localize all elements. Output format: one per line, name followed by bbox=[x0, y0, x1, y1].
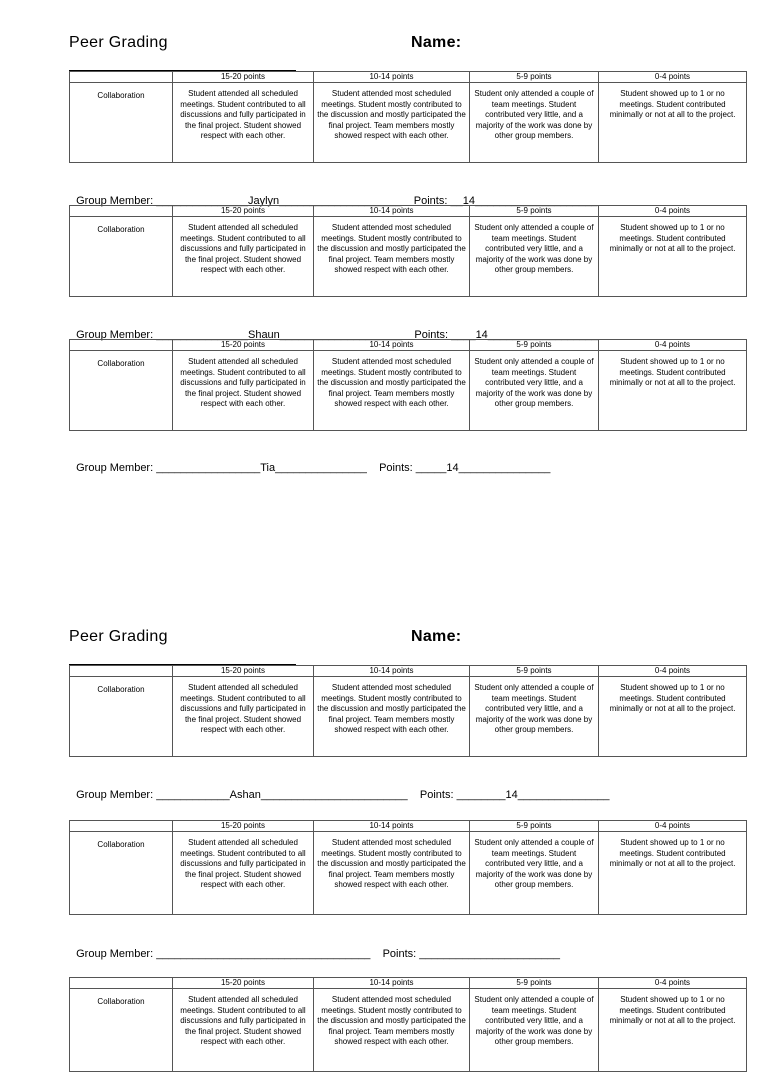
rubric-desc-5-9: Student only attended a couple of team meetings. Student contributed very little, and a majority of the work was done by other group members. bbox=[470, 989, 599, 1072]
rubric-header-15-20: 15-20 points bbox=[173, 72, 314, 83]
group-member-name: Shaun bbox=[247, 329, 280, 341]
rubric-header-row bbox=[70, 821, 747, 832]
rubric-table bbox=[69, 71, 747, 163]
blank-line: ________ bbox=[453, 789, 506, 801]
rubric-header-row bbox=[70, 340, 747, 351]
points-label: Points: bbox=[419, 789, 454, 801]
rubric-desc-0-4: Student showed up to 1 or no meetings. Student contributed minimally or not at all to the project. bbox=[599, 83, 747, 163]
rubric-header-10-14: 10-14 points bbox=[314, 340, 470, 351]
name-label: Name: bbox=[411, 34, 462, 51]
rubric-header-5-9: 5-9 points bbox=[470, 340, 599, 351]
rubric-desc-5-9: Student only attended a couple of team meetings. Student contributed very little, and a majority of the work was done by other group members. bbox=[470, 677, 599, 757]
rubric-desc-15-20: Student attended all scheduled meetings. Student contributed to all discussions and fully participated in the final project. Student showed respect with each other. bbox=[173, 351, 314, 431]
points-label: Points: bbox=[414, 329, 449, 341]
group-member-label: Group Member: bbox=[76, 948, 154, 960]
rubric-header-row bbox=[70, 666, 747, 677]
group-member-label: Group Member: bbox=[76, 195, 154, 207]
rubric-row bbox=[70, 832, 747, 915]
spacer bbox=[408, 789, 420, 801]
blank-line: __ bbox=[447, 195, 463, 207]
rubric-desc-15-20: Student attended all scheduled meetings. Student contributed to all discussions and fully participated in the final project. Student showed respect with each other. bbox=[173, 677, 314, 757]
points-value: 14 bbox=[505, 789, 518, 801]
rubric-criterion: Collaboration bbox=[70, 217, 173, 297]
group-member-name: Ashan bbox=[229, 789, 261, 801]
rubric-desc-5-9: Student only attended a couple of team meetings. Student contributed very little, and a majority of the work was done by other group members. bbox=[470, 351, 599, 431]
group-member-line[interactable] bbox=[70, 317, 598, 341]
blank-line: _________________ bbox=[153, 462, 261, 474]
rubric-desc-0-4: Student showed up to 1 or no meetings. Student contributed minimally or not at all to the project. bbox=[599, 677, 747, 757]
rubric-header-15-20: 15-20 points bbox=[173, 821, 314, 832]
rubric-header-15-20: 15-20 points bbox=[173, 978, 314, 989]
group-member-line[interactable] bbox=[70, 777, 610, 801]
blank-line: _______________ bbox=[517, 789, 610, 801]
rubric-header-empty bbox=[70, 978, 173, 989]
group-member-label: Group Member: bbox=[76, 789, 154, 801]
rubric-row bbox=[70, 83, 747, 163]
rubric-header-row bbox=[70, 206, 747, 217]
rubric-header-empty bbox=[70, 206, 173, 217]
rubric-desc-0-4: Student showed up to 1 or no meetings. Student contributed minimally or not at all to the project. bbox=[599, 989, 747, 1072]
rubric-header-10-14: 10-14 points bbox=[314, 206, 470, 217]
rubric-desc-0-4: Student showed up to 1 or no meetings. Student contributed minimally or not at all to the project. bbox=[599, 832, 747, 915]
rubric-desc-15-20: Student attended all scheduled meetings. Student contributed to all discussions and fully participated in the final project. Student showed respect with each other. bbox=[173, 83, 314, 163]
rubric-header-10-14: 10-14 points bbox=[314, 978, 470, 989]
rubric-header-15-20: 15-20 points bbox=[173, 666, 314, 677]
blank-line: ____________________ bbox=[279, 329, 403, 341]
rubric-header-5-9: 5-9 points bbox=[470, 978, 599, 989]
blank-line: ____________________ bbox=[474, 195, 598, 207]
rubric-header-0-4: 0-4 points bbox=[599, 340, 747, 351]
rubric-table bbox=[69, 665, 747, 757]
rubric-desc-0-4: Student showed up to 1 or no meetings. Student contributed minimally or not at all to the project. bbox=[599, 217, 747, 297]
rubric-row bbox=[70, 351, 747, 431]
blank-line: ________________________ bbox=[260, 789, 408, 801]
rubric-header-5-9: 5-9 points bbox=[470, 821, 599, 832]
group-member-line[interactable] bbox=[70, 450, 550, 474]
rubric-desc-15-20: Student attended all scheduled meetings. Student contributed to all discussions and fully participated in the final project. Student showed respect with each other. bbox=[173, 217, 314, 297]
rubric-desc-5-9: Student only attended a couple of team meetings. Student contributed very little, and a majority of the work was done by other group members. bbox=[470, 83, 599, 163]
rubric-header-10-14: 10-14 points bbox=[314, 72, 470, 83]
rubric-desc-10-14: Student attended most scheduled meetings. Student mostly contributed to the discussion and mostly participated the final project. Team members mostly showed respect with each other. bbox=[314, 351, 470, 431]
rubric-table bbox=[69, 977, 747, 1072]
rubric-desc-5-9: Student only attended a couple of team meetings. Student contributed very little, and a majority of the work was done by other group members. bbox=[470, 832, 599, 915]
rubric-row bbox=[70, 989, 747, 1072]
rubric-header-row bbox=[70, 72, 747, 83]
rubric-header-empty bbox=[70, 72, 173, 83]
group-member-name: Tia bbox=[260, 462, 276, 474]
points-value: 14 bbox=[462, 195, 475, 207]
spacer bbox=[367, 462, 379, 474]
rubric-desc-5-9: Student only attended a couple of team meetings. Student contributed very little, and a majority of the work was done by other group members. bbox=[470, 217, 599, 297]
spacer bbox=[370, 948, 382, 960]
group-member-label: Group Member: bbox=[76, 462, 154, 474]
rubric-header-empty bbox=[70, 666, 173, 677]
rubric-criterion: Collaboration bbox=[70, 989, 173, 1072]
rubric-desc-0-4: Student showed up to 1 or no meetings. Student contributed minimally or not at all to the project. bbox=[599, 351, 747, 431]
rubric-header-5-9: 5-9 points bbox=[470, 666, 599, 677]
points-label: Points: bbox=[379, 462, 413, 474]
points-label: Points: bbox=[382, 948, 417, 960]
blank-line: _______________ bbox=[153, 329, 248, 341]
rubric-criterion: Collaboration bbox=[70, 351, 173, 431]
rubric-header-0-4: 0-4 points bbox=[599, 206, 747, 217]
rubric-header-0-4: 0-4 points bbox=[599, 978, 747, 989]
rubric-header-0-4: 0-4 points bbox=[599, 72, 747, 83]
group-member-label: Group Member: bbox=[76, 329, 154, 341]
group-member-line[interactable] bbox=[70, 936, 560, 960]
rubric-desc-15-20: Student attended all scheduled meetings. Student contributed to all discussions and fully participated in the final project. Student showed respect with each other. bbox=[173, 989, 314, 1072]
rubric-header-empty bbox=[70, 340, 173, 351]
rubric-header-10-14: 10-14 points bbox=[314, 821, 470, 832]
rubric-table bbox=[69, 339, 747, 431]
points-value: 14 bbox=[446, 462, 459, 474]
blank-line: _____ bbox=[412, 462, 447, 474]
page-title: Peer Grading bbox=[69, 628, 168, 645]
rubric-criterion: Collaboration bbox=[70, 832, 173, 915]
rubric-header-5-9: 5-9 points bbox=[470, 206, 599, 217]
rubric-criterion: Collaboration bbox=[70, 83, 173, 163]
points-value: 14 bbox=[475, 329, 488, 341]
rubric-header-row bbox=[70, 978, 747, 989]
blank-line: __________________ bbox=[487, 329, 598, 341]
group-member-line[interactable] bbox=[70, 183, 597, 207]
points-label: Points: bbox=[413, 195, 448, 207]
blank-line: ___________________________________ bbox=[153, 948, 371, 960]
rubric-row bbox=[70, 217, 747, 297]
page-title: Peer Grading bbox=[69, 34, 168, 51]
blank-line: ____ bbox=[448, 329, 476, 341]
blank-line: _______________ bbox=[458, 462, 551, 474]
rubric-row bbox=[70, 677, 747, 757]
rubric-header-15-20: 15-20 points bbox=[173, 340, 314, 351]
rubric-header-15-20: 15-20 points bbox=[173, 206, 314, 217]
blank-line: _______________________ bbox=[416, 948, 560, 960]
rubric-header-empty bbox=[70, 821, 173, 832]
rubric-table bbox=[69, 205, 747, 297]
rubric-header-10-14: 10-14 points bbox=[314, 666, 470, 677]
blank-line: _______________ bbox=[275, 462, 367, 474]
name-label: Name: bbox=[411, 628, 462, 645]
rubric-desc-10-14: Student attended most scheduled meetings. Student mostly contributed to the discussion and mostly participated the final project. Team members mostly showed respect with each other. bbox=[314, 677, 470, 757]
rubric-table bbox=[69, 820, 747, 915]
rubric-desc-10-14: Student attended most scheduled meetings. Student mostly contributed to the discussion and mostly participated the final project. Team members mostly showed respect with each other. bbox=[314, 83, 470, 163]
rubric-header-0-4: 0-4 points bbox=[599, 666, 747, 677]
blank-line: ____________________ bbox=[279, 195, 402, 207]
blank-line: _______________ bbox=[153, 195, 248, 207]
rubric-desc-15-20: Student attended all scheduled meetings. Student contributed to all discussions and fully participated in the final project. Student showed respect with each other. bbox=[173, 832, 314, 915]
rubric-desc-10-14: Student attended most scheduled meetings. Student mostly contributed to the discussion and mostly participated the final project. Team members mostly showed respect with each other. bbox=[314, 217, 470, 297]
rubric-criterion: Collaboration bbox=[70, 677, 173, 757]
blank-line: ____________ bbox=[153, 789, 230, 801]
rubric-desc-10-14: Student attended most scheduled meetings. Student mostly contributed to the discussion and mostly participated the final project. Team members mostly showed respect with each other. bbox=[314, 989, 470, 1072]
rubric-header-0-4: 0-4 points bbox=[599, 821, 747, 832]
group-member-name: Jaylyn bbox=[247, 195, 280, 207]
rubric-desc-10-14: Student attended most scheduled meetings. Student mostly contributed to the discussion and mostly participated the final project. Team members mostly showed respect with each other. bbox=[314, 832, 470, 915]
rubric-header-5-9: 5-9 points bbox=[470, 72, 599, 83]
